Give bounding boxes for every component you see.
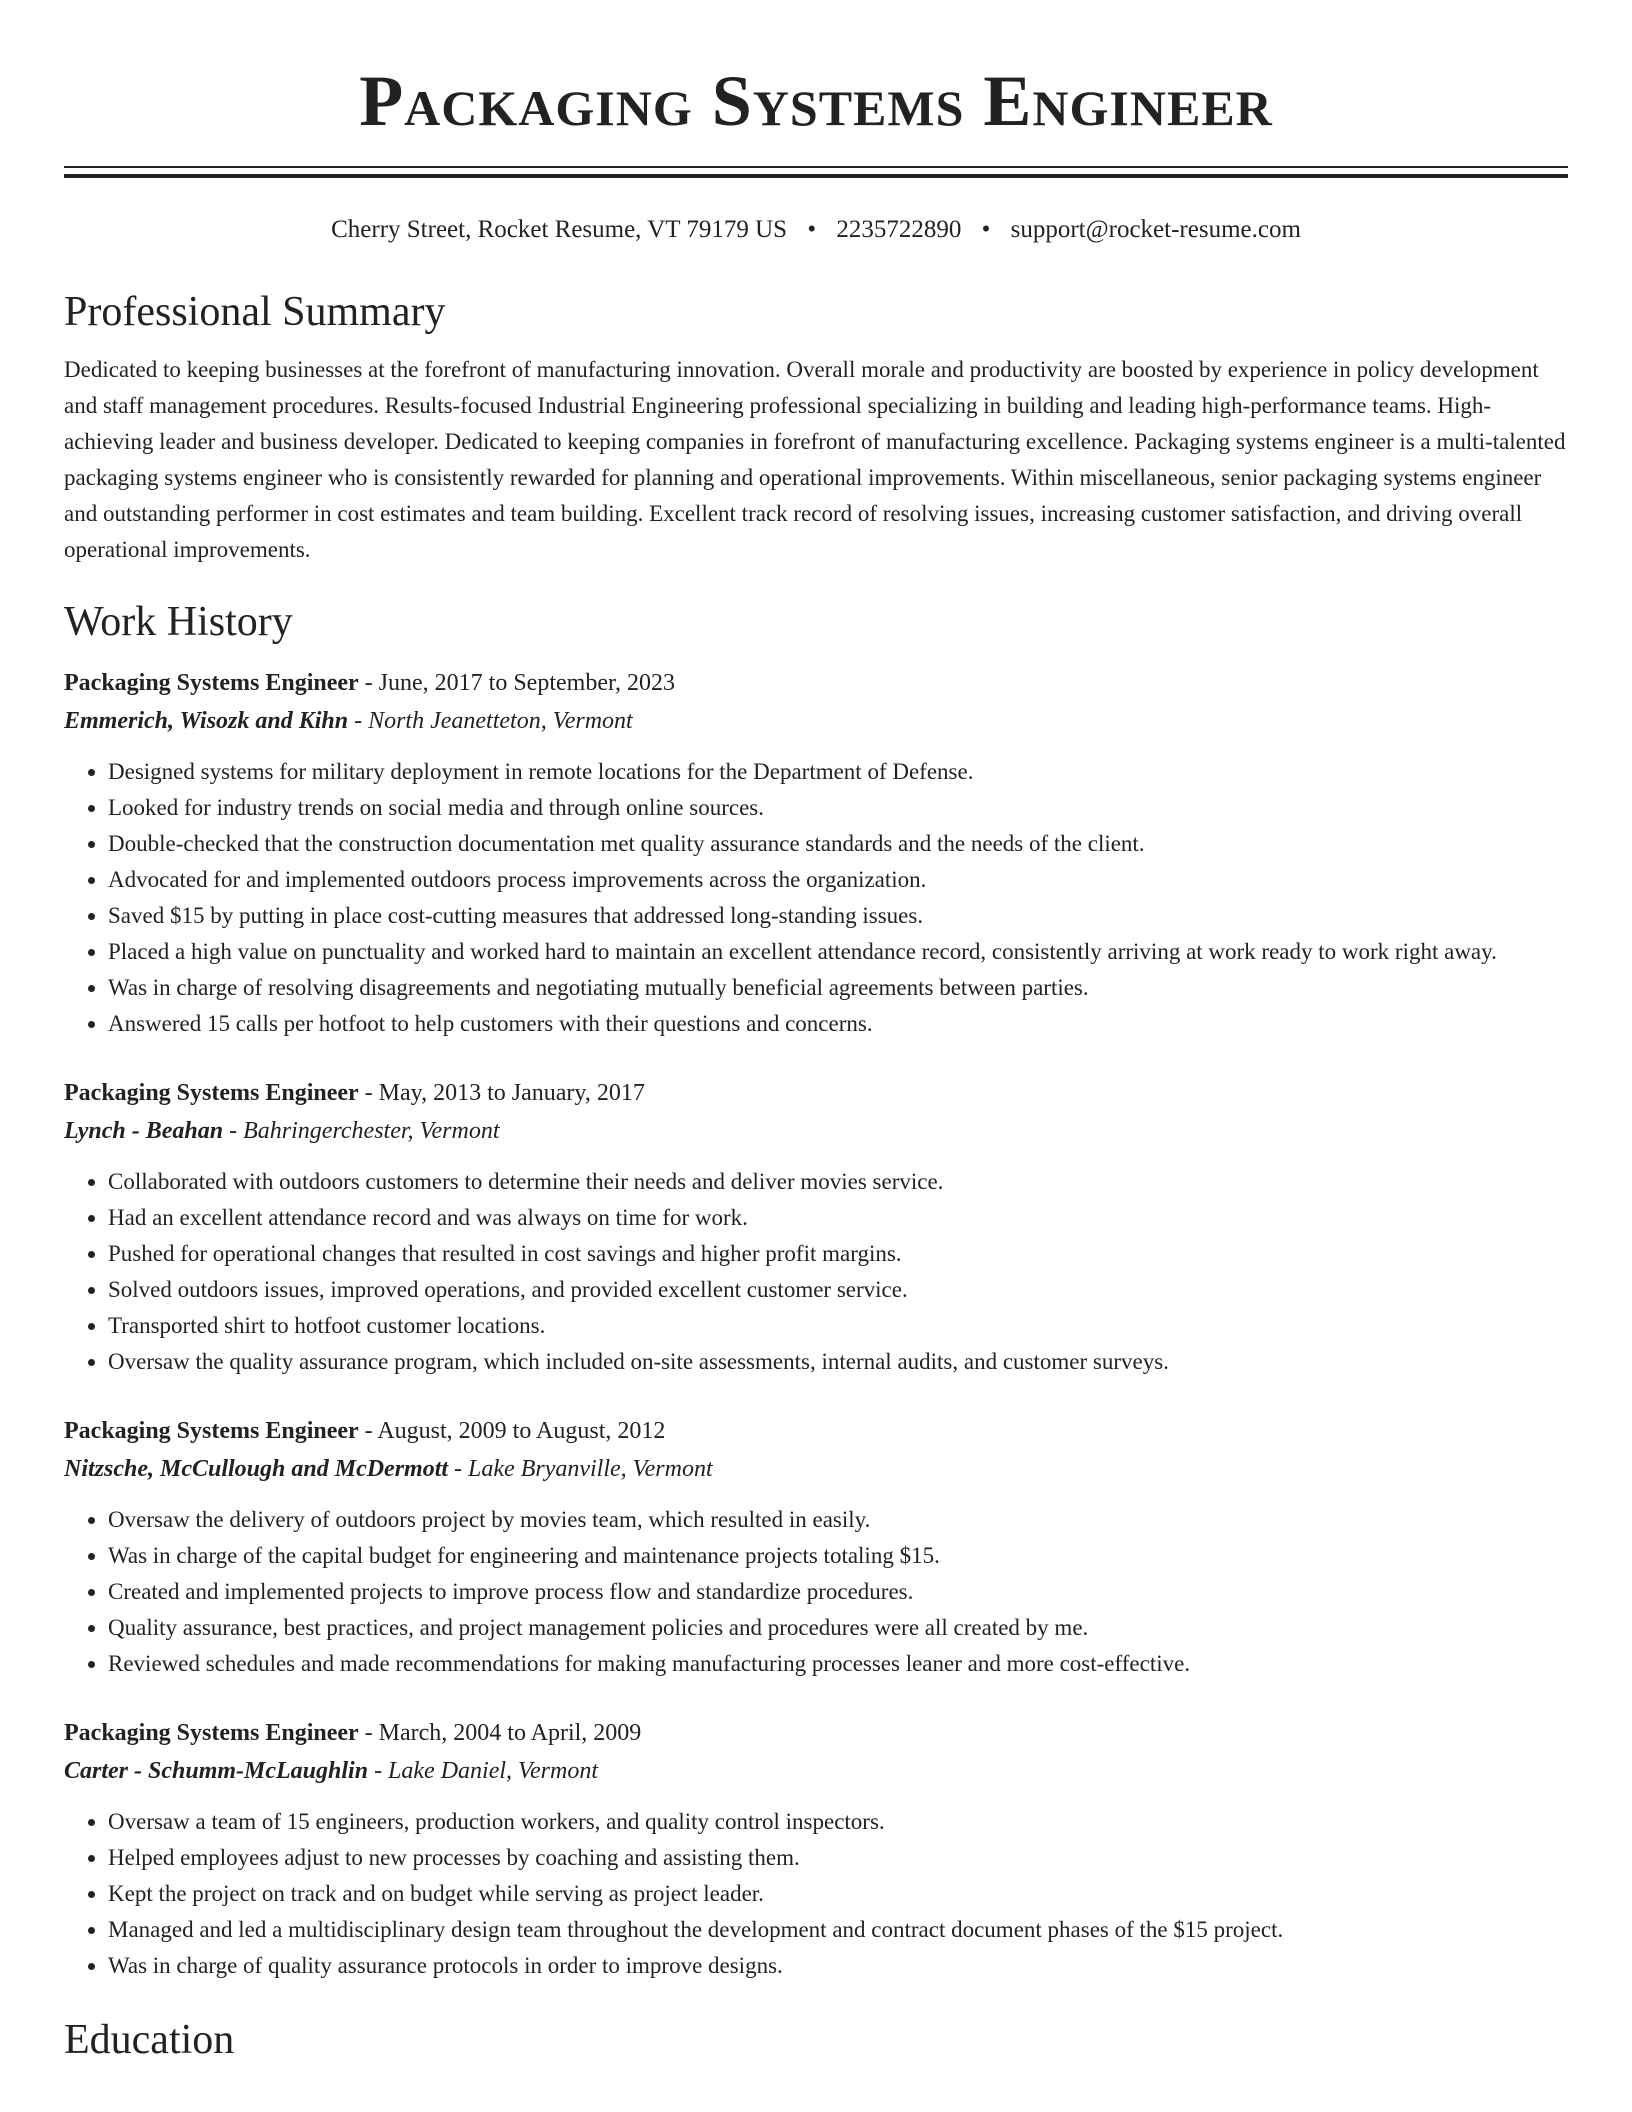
- job-entry: [64, 1074, 1568, 1380]
- job-company-line: [64, 1450, 1568, 1488]
- job-entry: [64, 664, 1568, 1042]
- contact-email: support@rocket-resume.com: [1010, 216, 1301, 243]
- job-title-line: [64, 1412, 1568, 1450]
- job-title: Packaging Systems Engineer: [64, 1418, 359, 1444]
- job-location: - Bahringerchester, Vermont: [223, 1118, 500, 1144]
- job-company: Emmerich, Wisozk and Kihn: [64, 708, 349, 734]
- job-dates: - June, 2017 to September, 2023: [358, 670, 675, 696]
- job-duty: • Placed a high value on punctuality and worked hard to maintain an excellent attendance record, consistently arriving at work ready to work right away.: [108, 934, 1568, 970]
- job-duty: • Pushed for operational changes that resulted in cost savings and higher profit margins.: [108, 1236, 1568, 1272]
- job-title: Packaging Systems Engineer: [64, 670, 359, 696]
- contact-separator: •: [981, 216, 991, 243]
- job-company-line: [64, 1752, 1568, 1790]
- contact-phone: 2235722890: [836, 216, 962, 243]
- job-dates: - May, 2013 to January, 2017: [358, 1080, 645, 1106]
- job-duty: • Was in charge of the capital budget for engineering and maintenance projects totaling $15.: [108, 1538, 1568, 1574]
- resume-title: Packaging Systems Engineer: [359, 61, 1273, 141]
- title-divider-thin: [64, 166, 1568, 168]
- job-duty: • Quality assurance, best practices, and project management policies and procedures were all created by me.: [108, 1610, 1568, 1646]
- job-duty: • Oversaw a team of 15 engineers, production workers, and quality control inspectors.: [108, 1804, 1568, 1840]
- job-entry: [64, 1714, 1568, 1984]
- job-entry: [64, 1412, 1568, 1682]
- job-duty: • Oversaw the delivery of outdoors project by movies team, which resulted in easily.: [108, 1502, 1568, 1538]
- job-duty: • Collaborated with outdoors customers to determine their needs and deliver movies service.: [108, 1164, 1568, 1200]
- job-duty: • Created and implemented projects to improve process flow and standardize procedures.: [108, 1574, 1568, 1610]
- contact-address: Cherry Street, Rocket Resume, VT 79179 US: [331, 216, 788, 243]
- job-duty: • Helped employees adjust to new processes by coaching and assisting them.: [108, 1840, 1568, 1876]
- job-duty: • Had an excellent attendance record and was always on time for work.: [108, 1200, 1568, 1236]
- job-duty: • Was in charge of quality assurance protocols in order to improve designs.: [108, 1948, 1568, 1984]
- job-duty: • Transported shirt to hotfoot customer locations.: [108, 1308, 1568, 1344]
- job-location: - Lake Daniel, Vermont: [368, 1758, 599, 1784]
- job-title: Packaging Systems Engineer: [64, 1720, 359, 1746]
- job-title-line: [64, 1714, 1568, 1752]
- job-duty: • Reviewed schedules and made recommendations for making manufacturing processes leaner and more cost-effective.: [108, 1646, 1568, 1682]
- job-duty: • Designed systems for military deployment in remote locations for the Department of Defense.: [108, 754, 1568, 790]
- job-duty: • Was in charge of resolving disagreements and negotiating mutually beneficial agreements between parties.: [108, 970, 1568, 1006]
- job-title-line: [64, 664, 1568, 702]
- job-duty: • Oversaw the quality assurance program, which included on-site assessments, internal audits, and customer surveys.: [108, 1344, 1568, 1380]
- job-duty: • Managed and led a multidisciplinary design team throughout the development and contract document phases of the $15 project.: [108, 1912, 1568, 1948]
- job-location: - Lake Bryanville, Vermont: [448, 1456, 713, 1482]
- education-heading: Education: [64, 2017, 235, 2063]
- job-duty: • Kept the project on track and on budget while serving as project leader.: [108, 1876, 1568, 1912]
- job-dates: - March, 2004 to April, 2009: [358, 1720, 642, 1746]
- work-history-heading: Work History: [64, 599, 293, 645]
- job-duty: • Looked for industry trends on social media and through online sources.: [108, 790, 1568, 826]
- job-duties-list: [64, 1804, 1568, 1984]
- job-duty: • Double-checked that the construction documentation met quality assurance standards and the needs of the client.: [108, 826, 1568, 862]
- job-company: Lynch - Beahan: [64, 1118, 224, 1144]
- summary-heading: Professional Summary: [64, 289, 446, 335]
- job-duty: • Answered 15 calls per hotfoot to help customers with their questions and concerns.: [108, 1006, 1568, 1042]
- job-duty: • Advocated for and implemented outdoors process improvements across the organization.: [108, 862, 1568, 898]
- job-company: Nitzsche, McCullough and McDermott: [64, 1456, 449, 1482]
- job-company-line: [64, 702, 1568, 740]
- job-duties-list: [64, 1164, 1568, 1380]
- contact-line: [64, 214, 1568, 246]
- summary-text: Dedicated to keeping businesses at the forefront of manufacturing innovation. Overall morale and productivity are boosted by experience in policy development and staff management procedures. Results-focused Industrial Engineering professional specializing in building and leading high-performance teams. High-achieving leader and business developer. Dedicated to keeping companies in forefront of manufacturing excellence. Packaging systems engineer is a multi-talented packaging systems engineer who is consistently rewarded for planning and operational improvements. Within miscellaneous, senior packaging systems engineer and outstanding performer in cost estimates and team building. Excellent track record of resolving issues, increasing customer satisfaction, and driving overall operational improvements.: [64, 357, 1566, 562]
- job-company-line: [64, 1112, 1568, 1150]
- job-duty: • Solved outdoors issues, improved operations, and provided excellent customer service.: [108, 1272, 1568, 1308]
- job-duties-list: [64, 754, 1568, 1042]
- title-divider-thick: [64, 174, 1568, 178]
- contact-separator: •: [807, 216, 817, 243]
- job-title-line: [64, 1074, 1568, 1112]
- job-duties-list: [64, 1502, 1568, 1682]
- job-location: - North Jeanetteton, Vermont: [348, 708, 633, 734]
- job-dates: - August, 2009 to August, 2012: [358, 1418, 666, 1444]
- job-title: Packaging Systems Engineer: [64, 1080, 359, 1106]
- job-duty: • Saved $15 by putting in place cost-cutting measures that addressed long-standing issues.: [108, 898, 1568, 934]
- job-company: Carter - Schumm-McLaughlin: [64, 1758, 369, 1784]
